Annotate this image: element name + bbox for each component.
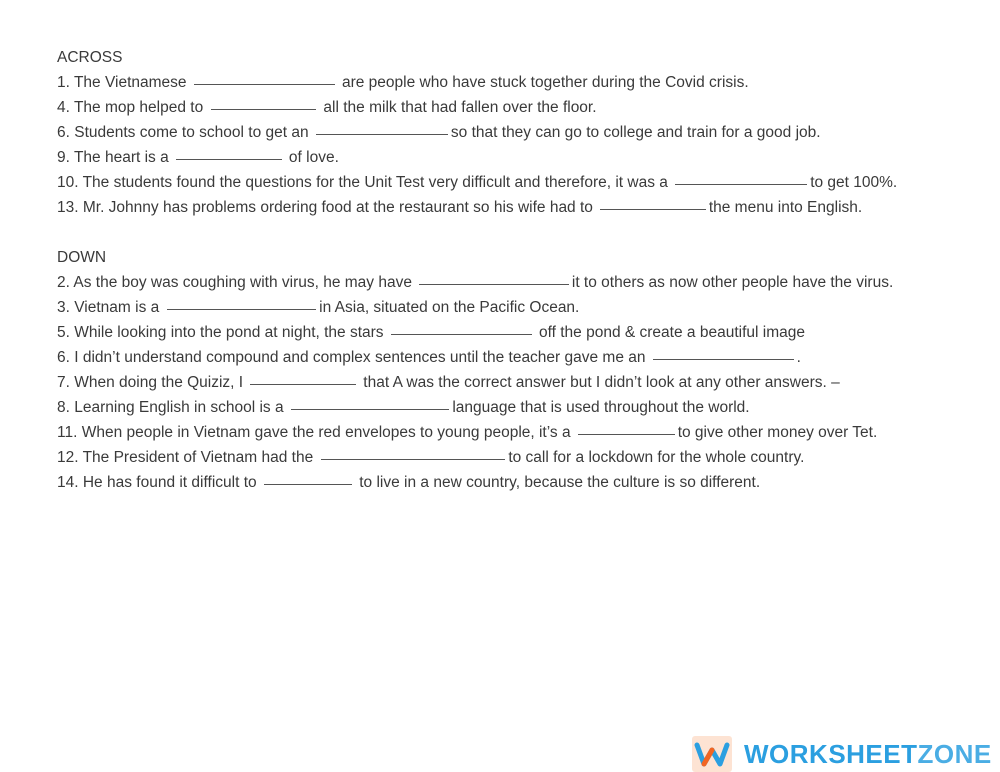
clue-text-after: it to others as now other people have the virus. (571, 274, 894, 291)
clue-text-after: so that they can go to college and train for a good job. (450, 124, 821, 141)
worksheetzone-logo[interactable] (692, 736, 1000, 772)
down-clue (57, 345, 960, 370)
clue-text-after: of love. (284, 149, 339, 166)
answer-blank[interactable] (578, 434, 675, 435)
worksheet (57, 45, 960, 495)
down-clue (57, 370, 960, 395)
clue-text-before: 4. The mop helped to (57, 99, 208, 116)
across-heading: ACROSS (57, 49, 123, 66)
answer-blank[interactable] (250, 384, 356, 385)
down-clue (57, 445, 960, 470)
clue-text-after: that A was the correct answer but I didn’t look at any other answers. – (359, 374, 840, 391)
logo-wordmark: WORKSHEETZONE (744, 738, 992, 769)
worksheetzone-w-icon (692, 736, 732, 772)
across-clue (57, 70, 960, 95)
down-clue-list (57, 270, 960, 495)
down-clue (57, 320, 960, 345)
across-clue-list (57, 70, 960, 220)
clue-text-before: 3. Vietnam is a (57, 299, 164, 316)
down-clue (57, 395, 960, 420)
clue-text-before: 12. The President of Vietnam had the (57, 449, 318, 466)
answer-blank[interactable] (176, 159, 282, 160)
clue-text-before: 7. When doing the Quiziz, I (57, 374, 248, 391)
answer-blank[interactable] (321, 459, 506, 460)
clue-text-after: off the pond & create a beautiful image (534, 324, 805, 341)
section-spacer (57, 220, 960, 245)
answer-blank[interactable] (675, 184, 807, 185)
clue-text-before: 10. The students found the questions for the Unit Test very difficult and therefore, it was a (57, 174, 673, 191)
clue-text-after: language that is used throughout the world. (452, 399, 750, 416)
clue-text-after: are people who have stuck together during the Covid crisis. (337, 74, 749, 91)
clue-text-before: 6. I didn’t understand compound and complex sentences until the teacher gave me an (57, 349, 650, 366)
down-clue (57, 420, 960, 445)
clue-text-after: to give other money over Tet. (677, 424, 878, 441)
clue-text-before: 11. When people in Vietnam gave the red envelopes to young people, it’s a (57, 424, 575, 441)
across-clue (57, 120, 960, 145)
down-heading: DOWN (57, 249, 107, 266)
answer-blank[interactable] (653, 359, 794, 360)
clue-text-before: 2. As the boy was coughing with virus, he may have (57, 274, 417, 291)
clue-text-after: all the milk that had fallen over the floor. (319, 99, 597, 116)
clue-text-after: in Asia, situated on the Pacific Ocean. (319, 299, 580, 316)
clue-text-before: 13. Mr. Johnny has problems ordering food at the restaurant so his wife had to (57, 199, 598, 216)
clue-text-after: . (796, 349, 801, 366)
down-clue (57, 270, 960, 295)
clue-text-after: to get 100%. (810, 174, 898, 191)
across-clue (57, 170, 960, 195)
answer-blank[interactable] (600, 209, 706, 210)
down-clue (57, 295, 960, 320)
answer-blank[interactable] (291, 409, 449, 410)
down-clue (57, 470, 960, 495)
clue-text-before: 14. He has found it difficult to (57, 474, 261, 491)
answer-blank[interactable] (211, 109, 317, 110)
clue-text-before: 6. Students come to school to get an (57, 124, 313, 141)
clue-text-before: 9. The heart is a (57, 149, 174, 166)
answer-blank[interactable] (419, 284, 569, 285)
across-clue (57, 195, 960, 220)
across-clue (57, 95, 960, 120)
clue-text-after: the menu into English. (708, 199, 863, 216)
clue-text-before: 8. Learning English in school is a (57, 399, 288, 416)
answer-blank[interactable] (316, 134, 448, 135)
answer-blank[interactable] (391, 334, 532, 335)
across-clue (57, 145, 960, 170)
clue-text-after: to call for a lockdown for the whole country. (508, 449, 805, 466)
clue-text-after: to live in a new country, because the culture is so different. (354, 474, 761, 491)
answer-blank[interactable] (167, 309, 317, 310)
answer-blank[interactable] (264, 484, 352, 485)
clue-text-before: 5. While looking into the pond at night, the stars (57, 324, 388, 341)
answer-blank[interactable] (194, 84, 335, 85)
clue-text-before: 1. The Vietnamese (57, 74, 191, 91)
